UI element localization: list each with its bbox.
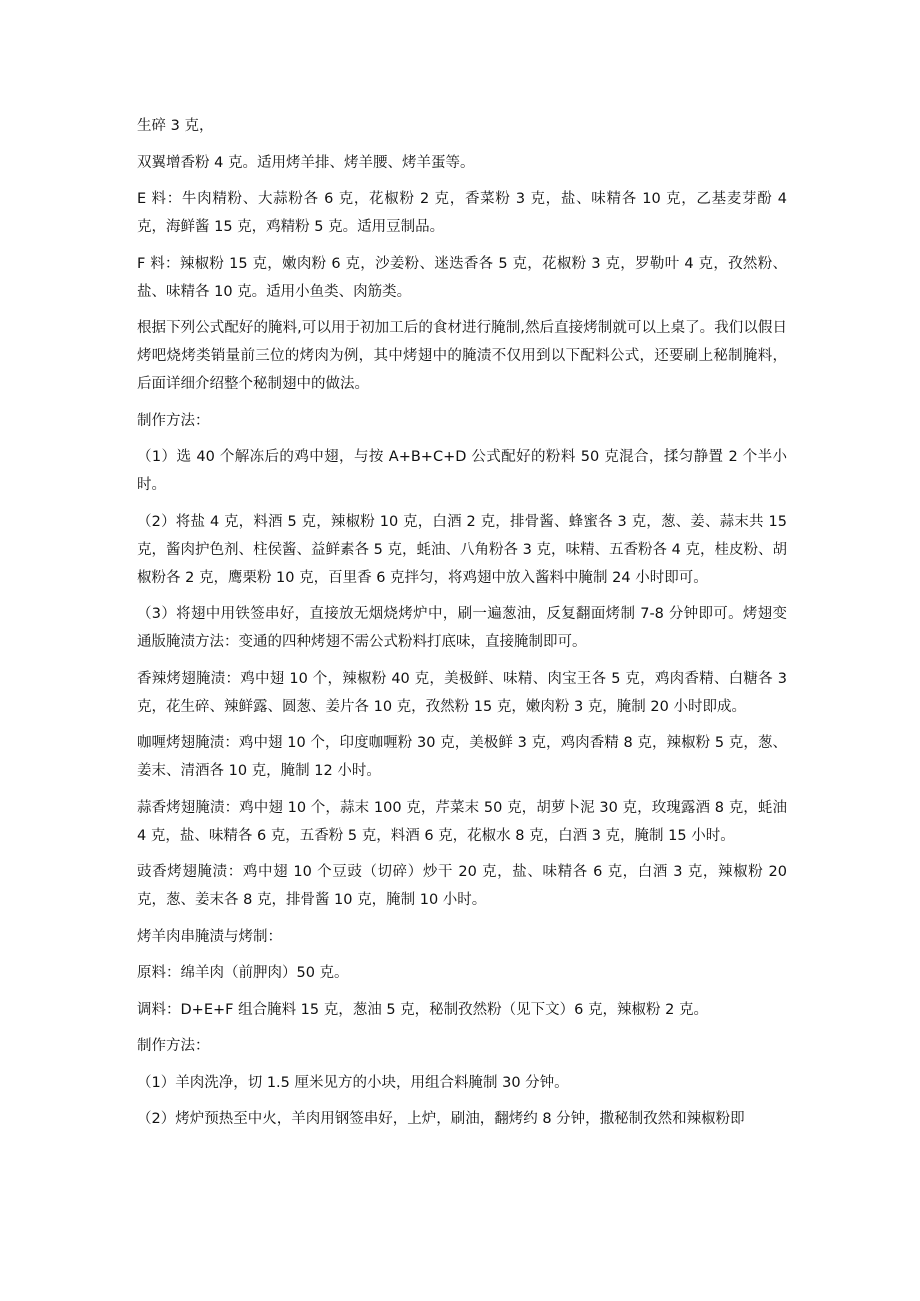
paragraph-5: 根据下列公式配好的腌料,可以用于初加工后的食材进行腌制,然后直接烤制就可以上桌了。我们以假日烤吧烧烤类销量前三位的烤肉为例，其中烤翅中的腌渍不仅用到以下配料公式，还要刷上秘制腌料，后面详细介绍整个秘制翅中的做法。	[137, 320, 787, 392]
paragraph-2: 双翼增香粉 4 克。适用烤羊排、烤羊腰、烤羊蛋等。	[137, 154, 475, 171]
section-heading-method: 制作方法：	[137, 412, 210, 429]
section-heading-lamb: 烤羊肉串腌渍与烤制：	[137, 928, 282, 945]
paragraph-1: 生碎 3 克，	[137, 118, 214, 134]
step-1: （1）选 40 个解冻后的鸡中翅，与按 A+B+C+D 公式配好的粉料 50 克混合，揉匀静置 2 个半小时。	[137, 449, 787, 493]
step-3: （3）将翅中用铁签串好，直接放无烟烧烤炉中，刷一遍葱油，反复翻面烤制 7-8 分钟即可。烤翅变通版腌渍方法：变通的四种烤翅不需公式粉料打底味，直接腌制即可。	[137, 606, 787, 650]
garlic-wings-recipe: 蒜香烤翅腌渍：鸡中翅 10 个，蒜末 100 克，芹菜末 50 克，胡萝卜泥 30 克，玫瑰露酒 8 克，蚝油 4 克，盐、味精各 6 克，五香粉 5 克，料酒 6 克，花椒水 8 克，白酒 3 克，腌制 15 小时。	[137, 799, 787, 844]
lamb-step-2: （2）烤炉预热至中火，羊肉用钢签串好，上炉，刷油，翻烤约 8 分钟，撒秘制孜然和辣椒粉即	[137, 1111, 745, 1127]
section-heading-method-2: 制作方法：	[137, 1038, 210, 1054]
curry-wings-recipe: 咖喱烤翅腌渍：鸡中翅 10 个，印度咖喱粉 30 克，美极鲜 3 克，鸡肉香精 8 克，辣椒粉 5 克，葱、姜末、清酒各 10 克，腌制 12 小时。	[137, 735, 787, 779]
black-bean-wings-recipe: 豉香烤翅腌渍：鸡中翅 10 个豆豉（切碎）炒干 20 克，盐、味精各 6 克，白酒 3 克，辣椒粉 20 克，葱、姜末各 8 克，排骨酱 10 克，腌制 10 小时。	[137, 864, 787, 908]
ingredients: 原料：绵羊肉（前胛肉）50 克。	[137, 965, 349, 981]
paragraph-3: E 料：牛肉精粉、大蒜粉各 6 克，花椒粉 2 克，香菜粉 3 克，盐、味精各 10 克，乙基麦芽酚 4 克，海鲜酱 15 克，鸡精粉 5 克。适用豆制品。	[137, 191, 787, 235]
seasonings: 调料：D+E+F 组合腌料 15 克，葱油 5 克，秘制孜然粉（见下文）6 克，辣椒粉 2 克。	[137, 1001, 708, 1018]
lamb-step-1: （1）羊肉洗净，切 1.5 厘米见方的小块，用组合料腌制 30 分钟。	[137, 1074, 569, 1091]
paragraph-4: F 料：辣椒粉 15 克，嫩肉粉 6 克，沙姜粉、迷迭香各 5 克，花椒粉 3 克，罗勒叶 4 克，孜然粉、盐、味精各 10 克。适用小鱼类、肉筋类。	[137, 255, 787, 300]
step-2: （2）将盐 4 克，料酒 5 克，辣椒粉 10 克，白酒 2 克，排骨酱、蜂蜜各 3 克，葱、姜、蒜末共 15 克，酱肉护色剂、柱侯酱、益鲜素各 5 克，蚝油、八角粉各 3 克，味精、五香粉各 4 克，桂皮粉、胡椒粉各 2 克，鹰栗粉 10 克，百里香 6 克拌匀，将鸡翅中放入酱料中腌制 24 小时即可。	[137, 513, 787, 586]
spicy-wings-recipe: 香辣烤翅腌渍：鸡中翅 10 个，辣椒粉 40 克，美极鲜、味精、肉宝王各 5 克，鸡肉香精、白糖各 3 克，花生碎、辣鲜露、圆葱、姜片各 10 克，孜然粉 15 克，嫩肉粉 3 克，腌制 20 小时即成。	[137, 670, 787, 715]
document-body	[137, 112, 787, 1142]
